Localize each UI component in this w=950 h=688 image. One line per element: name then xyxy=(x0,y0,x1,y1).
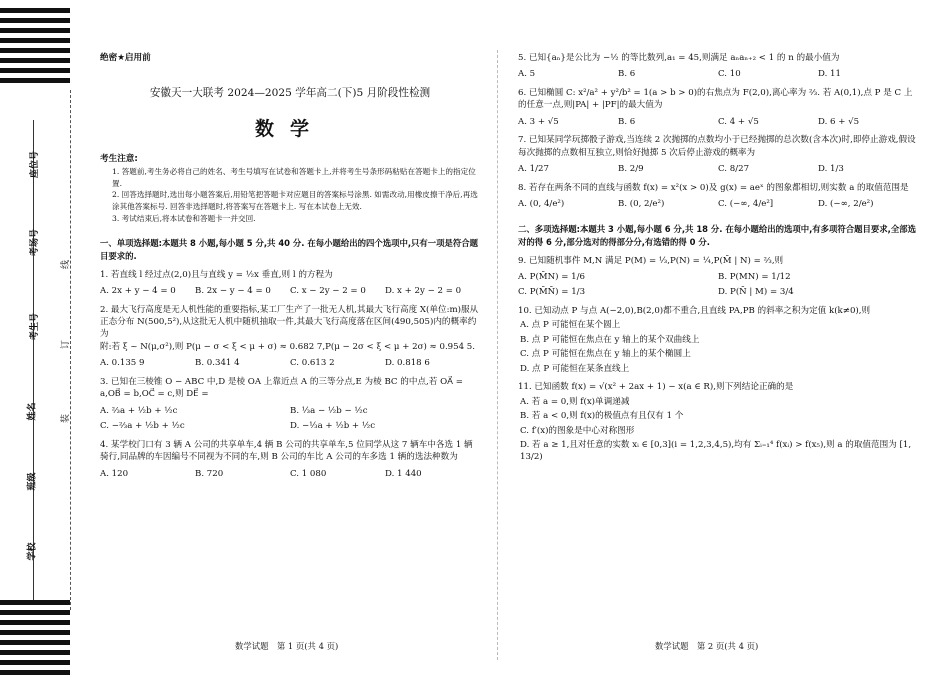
option-d: D. 0.818 6 xyxy=(385,358,430,369)
option-d: D. 1/3 xyxy=(818,164,844,175)
question-6 xyxy=(518,87,918,128)
option-a: A. (0, 4/e²) xyxy=(518,199,565,210)
option-b: B. 点 P 可能恒在焦点在 y 轴上的某个双曲线上 xyxy=(520,334,700,345)
question-1 xyxy=(100,269,480,298)
option-c: C. 点 P 可能恒在焦点在 y 轴上的某个椭圆上 xyxy=(520,349,691,360)
notice-title: 考生注意: xyxy=(100,154,138,165)
option-b: B. 2x − y − 4 = 0 xyxy=(195,286,271,297)
page-2 xyxy=(518,52,918,464)
page-divider xyxy=(497,50,498,660)
notice-1: 1. 答题前,考生务必将自己的姓名、考生号填写在试卷和答题卡上,并将考生号条形码粘贴在答题卡上的指定位置. xyxy=(112,166,476,188)
option-b: B. 若 a < 0,则 f(x)的极值点有且仅有 1 个 xyxy=(520,411,684,422)
notice-2: 2. 回答选择题时,选出每小题答案后,用铅笔把答题卡对应题目的答案标号涂黑. 如需改动,用橡皮擦干净后,再选涂其他答案标号. 回答非选择题时,将答案写在答题卡上. 写在本试卷上无效. xyxy=(112,190,478,212)
option-a: A. P(M̄N) = 1/6 xyxy=(518,272,585,283)
question-7 xyxy=(518,134,918,175)
question-stem: 9. 已知随机事件 M,N 满足 P(M) = ⅓,P(N) = ¼,P(M̄ | N) = ⅔,则 xyxy=(518,255,784,266)
question-stem: 6. 已知椭圆 C: x²/a² + y²/b² = 1(a > b > 0)的右焦点为 F(2,0),离心率为 ⅔. 若 A(0,1),点 P 是 C 上的任意一点,则|PA| + |PF|的最大值为 xyxy=(518,87,913,111)
page-2-footer: 数学试题 第 2 页(共 4 页) xyxy=(655,641,759,651)
binding-label-school: 学校 xyxy=(27,542,38,561)
option-c: C. −⅔a + ½b + ½c xyxy=(100,421,185,432)
option-a: A. 120 xyxy=(100,468,129,479)
question-stem: 4. 某学校门口有 3 辆 A 公司的共享单车,4 辆 B 公司的共享单车,5 位同学从这 7 辆车中各选 1 辆骑行,同品牌的车因编号不同视为不同的车,则 B 公司的车比 A 公司的车多选 1 辆的选法种数为 xyxy=(100,439,473,463)
bottom-bars xyxy=(0,600,70,680)
option-d: D. 若 a ≥ 1,且对任意的实数 xᵢ ∈ [0,3](i = 1,2,3,4,5),均有 Σᵢ₌₁⁴ f(xᵢ) > f(x₅),则 a 的取值范围为 [1, 13/2) xyxy=(520,440,912,463)
option-c: C. x − 2y − 2 = 0 xyxy=(290,286,366,297)
seal-char-order: 订 xyxy=(61,339,72,350)
seal-char-line: 线 xyxy=(61,259,72,270)
option-d: D. P(N̄ | M) = 3/4 xyxy=(718,287,794,298)
option-b: B. 720 xyxy=(195,468,224,479)
option-d: D. 点 P 可能恒在某条直线上 xyxy=(520,363,630,374)
option-b: B. 6 xyxy=(618,116,636,127)
binding-strip xyxy=(0,0,88,688)
seal-dash-line xyxy=(70,90,72,610)
question-stem: 11. 已知函数 f(x) = √(x² + 2ax + 1) − x(a ∈ R),则下列结论正确的是 xyxy=(518,382,794,393)
option-b: B. ⅓a − ½b − ½c xyxy=(290,405,368,416)
option-c: C. 1 080 xyxy=(290,468,327,479)
binding-label-seat: 座位号 xyxy=(30,150,41,179)
subject-title: 数学 xyxy=(254,117,325,140)
option-b: B. 2/9 xyxy=(618,164,644,175)
top-bars xyxy=(0,8,70,88)
option-c: C. 0.613 2 xyxy=(290,358,335,369)
option-a: A. 2x + y − 4 = 0 xyxy=(100,286,176,297)
option-c: C. (−∞, 4/e²] xyxy=(718,199,774,210)
exam-title: 安徽天一大联考 2024—2025 学年高二(下)5 月阶段性检测 xyxy=(149,87,431,100)
question-8 xyxy=(518,182,918,211)
option-b: B. 0.341 4 xyxy=(195,358,240,369)
binding-label-room: 考场号 xyxy=(30,228,41,257)
seal-char-bind: 装 xyxy=(61,413,72,424)
question-5 xyxy=(518,52,918,81)
binding-label-class: 班级 xyxy=(27,472,38,491)
section-1-heading: 一、单项选择题:本题共 8 小题,每小题 5 分,共 40 分. 在每小题给出的四个选项中,只有一项是符合题目要求的. xyxy=(100,237,479,261)
option-d: D. 1 440 xyxy=(385,468,422,479)
option-b: B. P(MN) = 1/12 xyxy=(718,272,791,283)
option-d: D. 6 + √5 xyxy=(818,116,860,127)
question-note: 附:若 ξ ~ N(μ,σ²),则 P(μ − σ < ξ < μ + σ) ≈ 0.682 7,P(μ − 2σ < ξ < μ + 2σ) ≈ 0.954 5. xyxy=(100,341,476,352)
question-3 xyxy=(100,376,480,433)
question-stem: 2. 最大飞行高度是无人机性能的重要指标,某工厂生产了一批无人机,其最大飞行高度 X(单位:m)服从正态分布 N(500,5²),从这批无人机中随机抽取一件,其最大飞行高度落在区间(490,505)内的概率约为 xyxy=(100,304,479,340)
question-11 xyxy=(518,381,918,464)
option-d: D. 11 xyxy=(818,69,841,80)
binding-label-name: 姓名 xyxy=(27,402,38,421)
option-c: C. 8/27 xyxy=(718,164,750,175)
option-c: C. 10 xyxy=(718,69,741,80)
option-c: C. P(M̄N̄) = 1/3 xyxy=(518,287,586,298)
option-d: D. (−∞, 2/e²) xyxy=(818,199,874,210)
option-a: A. ⅔a + ½b + ½c xyxy=(100,405,178,416)
section-2-heading: 二、多项选择题:本题共 3 小题,每小题 6 分,共 18 分. 在每小题给出的选项中,有多项符合题目要求,全部选对的得 6 分,部分选对的得部分分,有选错的得 0 分. xyxy=(518,223,916,247)
option-a: A. 0.135 9 xyxy=(100,358,145,369)
question-stem: 8. 若存在两条不同的直线与函数 f(x) = x²(x > 0)及 g(x) = aeˣ 的图象都相切,则实数 a 的取值范围是 xyxy=(518,182,909,193)
binding-label-examinee: 考生号 xyxy=(30,312,41,341)
question-9 xyxy=(518,255,918,299)
option-b: B. (0, 2/e²) xyxy=(618,199,665,210)
option-a: A. 1/27 xyxy=(518,164,549,175)
question-stem: 10. 已知动点 P 与点 A(−2,0),B(2,0)都不重合,且直线 PA,PB 的斜率之积为定值 k(k≠0),则 xyxy=(518,305,871,316)
question-2 xyxy=(100,304,480,370)
notice-3: 3. 考试结束后,将本试卷和答题卡一并交回. xyxy=(112,213,256,223)
option-d: D. −⅓a + ½b + ½c xyxy=(290,421,376,432)
question-10 xyxy=(518,305,918,375)
option-a: A. 3 + √5 xyxy=(518,116,559,127)
question-stem: 7. 已知某同学玩掷骰子游戏,当连续 2 次抛掷的点数均小于已经抛掷的总次数(含本次)时,即停止游戏,假设每次抛掷的点数相互独立,则恰好抛掷 5 次后停止游戏的概率为 xyxy=(518,135,916,158)
option-b: B. 6 xyxy=(618,69,636,80)
question-stem: 1. 若直线 l 经过点(2,0)且与直线 y = ½x 垂直,则 l 的方程为 xyxy=(100,269,333,280)
question-stem: 5. 已知{aₙ}是公比为 −½ 的等比数列,a₁ = 45,则满足 aₙaₙ₊₂ < 1 的 n 的最小值为 xyxy=(518,53,840,63)
option-d: D. x + 2y − 2 = 0 xyxy=(385,286,462,297)
option-a: A. 点 P 可能恒在某个圆上 xyxy=(520,320,621,331)
option-c: C. f′(x)的图象是中心对称图形 xyxy=(520,425,635,436)
option-a: A. 若 a = 0,则 f(x)单调递减 xyxy=(520,396,630,407)
question-stem: 3. 已知在三棱锥 O − ABC 中,D 是棱 OA 上靠近点 A 的三等分点,E 为棱 BC 的中点,若 OA⃗ = a,OB⃗ = b,OC⃗ = c,则 DE⃗ = xyxy=(100,376,463,400)
secret-label: 绝密★启用前 xyxy=(100,53,151,63)
question-4 xyxy=(100,439,480,480)
option-a: A. 5 xyxy=(518,69,536,80)
option-c: C. 4 + √5 xyxy=(718,116,759,127)
page-1-footer: 数学试题 第 1 页(共 4 页) xyxy=(235,641,339,651)
page-1 xyxy=(100,52,480,480)
binding-line xyxy=(33,120,34,600)
